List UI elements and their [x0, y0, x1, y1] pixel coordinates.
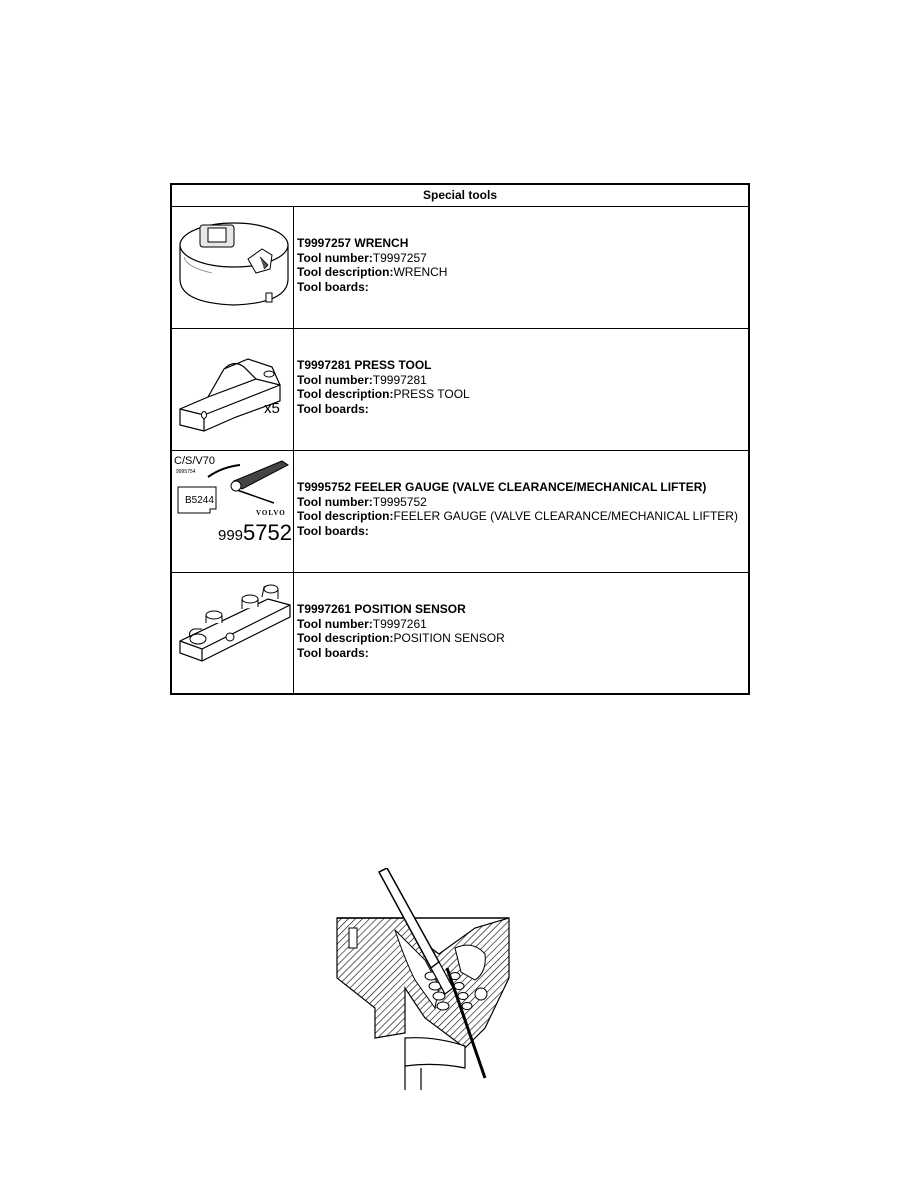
- tool-code-prefix: 999: [218, 527, 244, 544]
- tool-info: [294, 573, 505, 693]
- tool-info: [294, 207, 447, 328]
- table-header: Special tools: [172, 185, 748, 207]
- tool-number: T9997281: [372, 372, 427, 387]
- part-number-small: 9995754: [176, 469, 196, 475]
- feeler-gauge-icon: [172, 451, 294, 572]
- tool-description-label: Tool description:: [297, 631, 394, 645]
- brand-label: VOLVO: [256, 509, 286, 517]
- tool-description-label: Tool description:: [297, 509, 394, 523]
- tool-boards-label: Tool boards:: [297, 523, 369, 538]
- tool-title: T9995752 FEELER GAUGE (VALVE CLEARANCE/MECHANICAL LIFTER): [297, 480, 707, 494]
- tool-title: T9997281 PRESS TOOL: [297, 358, 432, 372]
- engine-label: B5244: [185, 495, 214, 506]
- tool-boards-label: Tool boards:: [297, 401, 369, 416]
- tool-number: T9995752: [372, 494, 427, 509]
- model-label: C/S/V70: [174, 455, 215, 467]
- quantity-label: x5: [264, 400, 280, 417]
- svg-text:9995752: [218, 520, 292, 545]
- wrench-icon: [172, 207, 294, 328]
- tool-number: T9997261: [372, 616, 427, 631]
- position-sensor-icon: [172, 573, 294, 693]
- tool-title: T9997261 POSITION SENSOR: [297, 602, 466, 616]
- press-tool-icon: [172, 329, 294, 450]
- tool-title: T9997257 WRENCH: [297, 236, 409, 250]
- tool-info: [294, 451, 738, 572]
- tool-number-label: Tool number:: [297, 616, 373, 631]
- tool-description: PRESS TOOL: [393, 387, 470, 401]
- tool-boards-label: Tool boards:: [297, 279, 369, 294]
- tool-description: POSITION SENSOR: [393, 631, 505, 645]
- table-row: [172, 573, 748, 693]
- tool-description-label: Tool description:: [297, 387, 394, 401]
- tool-description-label: Tool description:: [297, 265, 394, 279]
- tool-number: T9997257: [372, 250, 427, 265]
- tool-number-label: Tool number:: [297, 250, 373, 265]
- cylinder-head-illustration: [335, 868, 515, 1095]
- table-row: [172, 207, 748, 329]
- tool-code-suffix: 5752: [243, 520, 292, 545]
- tool-boards-label: Tool boards:: [297, 645, 369, 660]
- tool-description: FEELER GAUGE (VALVE CLEARANCE/MECHANICAL LIFTER): [393, 509, 738, 523]
- special-tools-table: [170, 183, 750, 695]
- table-row: [172, 451, 748, 573]
- tool-description: WRENCH: [393, 265, 448, 279]
- table-row: [172, 329, 748, 451]
- tool-info: [294, 329, 470, 450]
- tool-number-label: Tool number:: [297, 372, 373, 387]
- tool-number-label: Tool number:: [297, 494, 373, 509]
